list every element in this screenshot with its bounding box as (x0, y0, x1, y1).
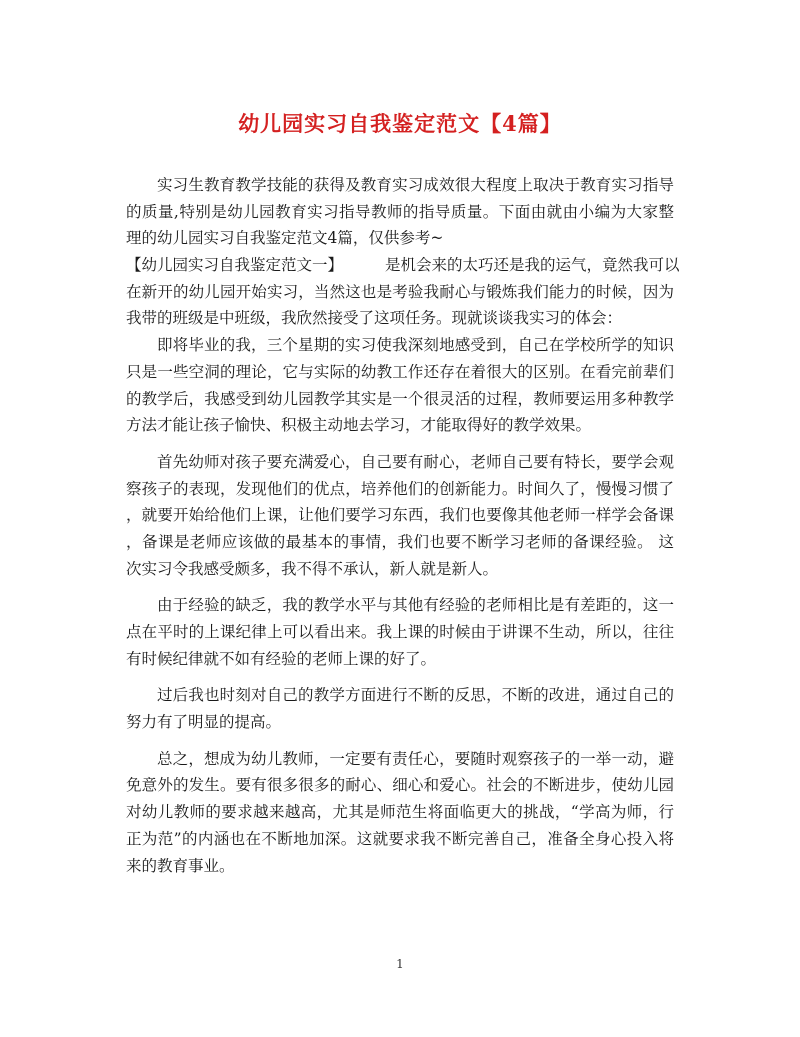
paragraph-gap (126, 672, 674, 682)
text-line: 我带的班级是中班级，我欣然接受了这项任务。现就谈谈我实习的体会： (126, 309, 623, 328)
text-line (126, 252, 680, 279)
text-line: ，就要开始给他们上课，让他们要学习东西，我们也要像其他老师一样学会备课 (126, 506, 674, 525)
text-line: 即将毕业的我，三个星期的实习使我深刻地感受到，自己在学校所学的知识 (157, 336, 674, 355)
text-line: 方法才能让孩子愉快、积极主动地去学习，才能取得好的教学效果。 (126, 416, 592, 435)
document-body (126, 172, 680, 879)
text-line: 实习生教育教学技能的获得及教育实习成效很大程度上取决于教育实习指导 (157, 176, 674, 194)
text-line: 次实习令我感受颇多，我不得不承认，新人就是新人。 (126, 559, 499, 578)
text-line: 努力有了明显的提高。 (126, 713, 282, 732)
paragraph-gap (126, 736, 674, 746)
text-line: 有时候纪律就不如有经验的老师上课的好了。 (126, 649, 437, 668)
paragraph (126, 746, 674, 879)
section-heading: 【幼儿园实习自我鉴定范文一】 (126, 256, 344, 275)
text-line: 的教学后，我感受到幼儿园教学其实是一个很灵活的过程，教师要运用多种教学 (126, 389, 674, 408)
page-number: 1 (396, 957, 404, 971)
document-title: 幼儿园实习自我鉴定范文【4篇】 (238, 111, 562, 136)
text-line: 正为范”的内涵也在不断地加深。这就要求我不断完善自己，准备全身心投入将 (126, 829, 674, 848)
paragraph-gap (126, 439, 674, 449)
text-line: ，备课是老师应该做的最基本的事情，我们也要不断学习老师的备课经验。 这 (126, 532, 674, 551)
paragraph (126, 592, 674, 672)
paragraph (126, 449, 674, 582)
text-line: 由于经验的缺乏，我的教学水平与其他有经验的老师相比是有差距的，这一 (157, 596, 674, 615)
text-line: 只是一些空洞的理论，它与实际的幼教工作还存在着很大的区别。在看完前辈们 (126, 362, 674, 381)
paragraph-gap (126, 582, 674, 592)
paragraph (126, 332, 674, 439)
text-line: 首先幼师对孩子要充满爱心，自己要有耐心，老师自己要有特长，要学会观 (157, 452, 674, 471)
text-line: 的质量,特别是幼儿园教育实习指导教师的指导质量。下面由就由小编为大家整 (126, 202, 674, 221)
text-line: 理的幼儿园实习自我鉴定范文4篇，仅供参考~ (126, 229, 444, 248)
text-line: 过后我也时刻对自己的教学方面进行不断的反思，不断的改进，通过自己的 (157, 686, 674, 705)
text-line: 对幼儿教师的要求越来越高，尤其是师范生将面临更大的挑战，“学高为师，行 (126, 803, 674, 822)
text-line: 来的教育事业。 (126, 856, 235, 875)
text-line: 免意外的发生。要有很多很多的耐心、细心和爱心。社会的不断进步，使幼儿园 (126, 776, 674, 795)
paragraph-section-one (126, 252, 680, 332)
text-line: 在新开的幼儿园开始实习，当然这也是考验我耐心与锻炼我们能力的时候，因为 (126, 282, 674, 301)
paragraph-intro (126, 172, 674, 252)
text-line: 总之，想成为幼儿教师，一定要有责任心，要随时观察孩子的一举一动，避 (157, 749, 674, 768)
text-line: 点在平时的上课纪律上可以看出来。我上课的时候由于讲课不生动，所以，往往 (126, 623, 674, 641)
text-fragment: 是机会来的太巧还是我的运气，竟然我可以 (385, 256, 680, 275)
paragraph (126, 682, 674, 735)
text-line: 察孩子的表现，发现他们的优点，培养他们的创新能力。时间久了，慢慢习惯了 (126, 479, 674, 498)
